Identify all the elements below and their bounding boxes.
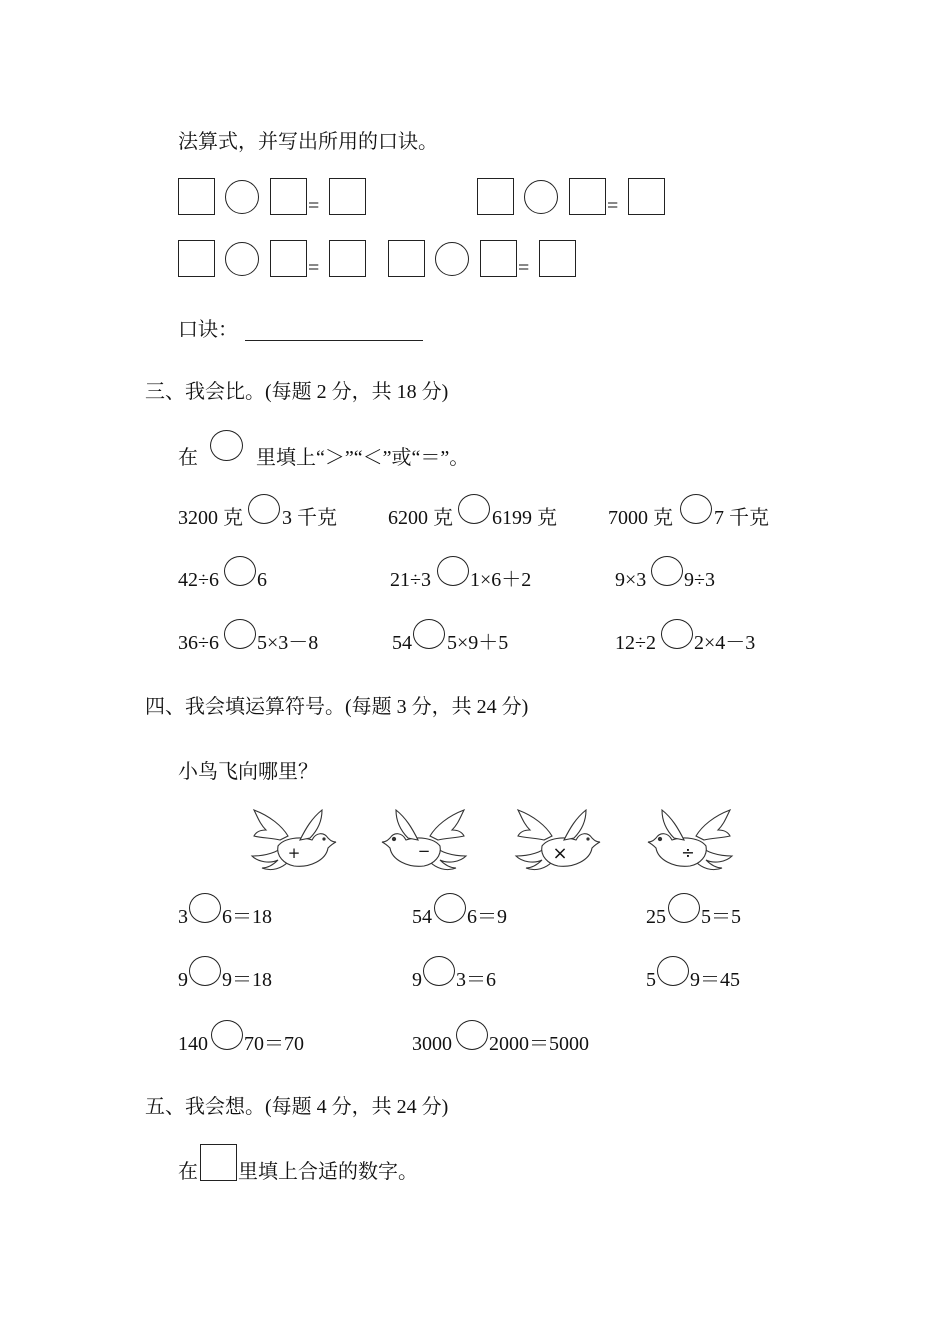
equal-sign: = [607, 195, 619, 217]
compare-circle-1[interactable] [248, 494, 280, 524]
section3-instruction-post: 里填上“＞”“＜”或“＝”。 [256, 447, 470, 469]
compare-circle-3[interactable] [680, 494, 712, 524]
bird-symbol: × [552, 843, 568, 864]
section3-title: 三、我会比。(每题 2 分，共 18 分) [145, 381, 449, 403]
compare-right-4: 6 [257, 569, 267, 591]
operator-left-4: 9 [178, 969, 188, 991]
koujue-label: 口诀： [178, 319, 238, 341]
compare-left-5: 21÷3 [390, 569, 431, 591]
intro-line: 法算式，并写出所用的口诀。 [178, 131, 438, 153]
operator-left-2: 54 [412, 906, 432, 928]
bird-symbol: − [417, 842, 431, 860]
answer-box[interactable] [270, 240, 307, 277]
answer-box[interactable] [477, 178, 514, 215]
operator-left-1: 3 [178, 906, 188, 928]
operator-left-5: 9 [412, 969, 422, 991]
bird-symbol: ÷ [681, 843, 695, 862]
operator-left-6: 5 [646, 969, 656, 991]
answer-box[interactable] [388, 240, 425, 277]
operator-circle-2[interactable] [434, 893, 466, 923]
instruction-circle-icon [210, 430, 243, 461]
answer-box[interactable] [539, 240, 576, 277]
operator-circle[interactable] [225, 180, 259, 214]
section4-title: 四、我会填运算符号。(每题 3 分，共 24 分) [145, 696, 529, 718]
operator-circle-3[interactable] [668, 893, 700, 923]
compare-left-4: 42÷6 [178, 569, 219, 591]
bird-symbol: + [287, 844, 301, 862]
operator-right-7: 70＝70 [244, 1033, 304, 1055]
instruction-box-icon [200, 1144, 237, 1181]
compare-circle-6[interactable] [651, 556, 683, 586]
compare-right-6: 9÷3 [684, 569, 715, 591]
compare-right-9: 2×4－3 [694, 632, 756, 654]
operator-circle-5[interactable] [423, 956, 455, 986]
operator-circle-1[interactable] [189, 893, 221, 923]
compare-circle-2[interactable] [458, 494, 490, 524]
compare-right-7: 5×3－8 [257, 632, 319, 654]
operator-circle[interactable] [225, 242, 259, 276]
operator-circle-7[interactable] [211, 1020, 243, 1050]
bird-times-icon[interactable] [512, 806, 604, 874]
operator-right-4: 9＝18 [222, 969, 272, 991]
operator-right-3: 5＝5 [701, 906, 741, 928]
compare-right-1: 3 千克 [282, 507, 337, 529]
answer-box[interactable] [628, 178, 665, 215]
section5-instruction-pre: 在 [178, 1161, 198, 1183]
compare-left-8: 54 [392, 632, 412, 654]
compare-circle-8[interactable] [413, 619, 445, 649]
answer-box[interactable] [178, 240, 215, 277]
section5-instruction-post: 里填上合适的数字。 [238, 1161, 418, 1183]
section4-question: 小鸟飞向哪里？ [178, 761, 318, 783]
operator-circle-4[interactable] [189, 956, 221, 986]
operator-right-1: 6＝18 [222, 906, 272, 928]
answer-box[interactable] [270, 178, 307, 215]
operator-left-7: 140 [178, 1033, 208, 1055]
koujue-blank[interactable] [245, 340, 423, 341]
operator-circle-6[interactable] [657, 956, 689, 986]
compare-left-9: 12÷2 [615, 632, 656, 654]
answer-box[interactable] [178, 178, 215, 215]
bird-divide-icon[interactable] [644, 806, 736, 874]
operator-right-8: 2000＝5000 [489, 1033, 589, 1055]
compare-item-1 [178, 508, 243, 528]
compare-right-8: 5×9＋5 [447, 632, 509, 654]
equal-sign: = [308, 257, 320, 279]
compare-left-2: 6200 克 [388, 507, 453, 529]
compare-right-3: 7 千克 [714, 507, 769, 529]
operator-right-5: 3＝6 [456, 969, 496, 991]
operator-circle[interactable] [524, 180, 558, 214]
answer-box[interactable] [569, 178, 606, 215]
answer-box[interactable] [480, 240, 517, 277]
section5-title: 五、我会想。(每题 4 分，共 24 分) [145, 1096, 449, 1118]
compare-circle-4[interactable] [224, 556, 256, 586]
compare-left-3: 7000 克 [608, 507, 673, 529]
operator-circle[interactable] [435, 242, 469, 276]
bird-minus-icon[interactable] [378, 806, 470, 874]
equal-sign: = [518, 257, 530, 279]
compare-right-2: 6199 克 [492, 507, 557, 529]
compare-circle-7[interactable] [224, 619, 256, 649]
operator-right-2: 6＝9 [467, 906, 507, 928]
operator-circle-8[interactable] [456, 1020, 488, 1050]
compare-left-7: 36÷6 [178, 632, 219, 654]
operator-left-8: 3000 [412, 1033, 452, 1055]
compare-left: 3200 克 [178, 507, 243, 529]
answer-box[interactable] [329, 178, 366, 215]
section3-instruction-pre: 在 [178, 447, 198, 469]
operator-right-6: 9＝45 [690, 969, 740, 991]
compare-right-5: 1×6＋2 [470, 569, 532, 591]
compare-left-6: 9×3 [615, 569, 647, 591]
operator-left-3: 25 [646, 906, 666, 928]
compare-circle-5[interactable] [437, 556, 469, 586]
compare-circle-9[interactable] [661, 619, 693, 649]
answer-box[interactable] [329, 240, 366, 277]
bird-plus-icon[interactable] [248, 806, 340, 874]
equal-sign: = [308, 195, 320, 217]
